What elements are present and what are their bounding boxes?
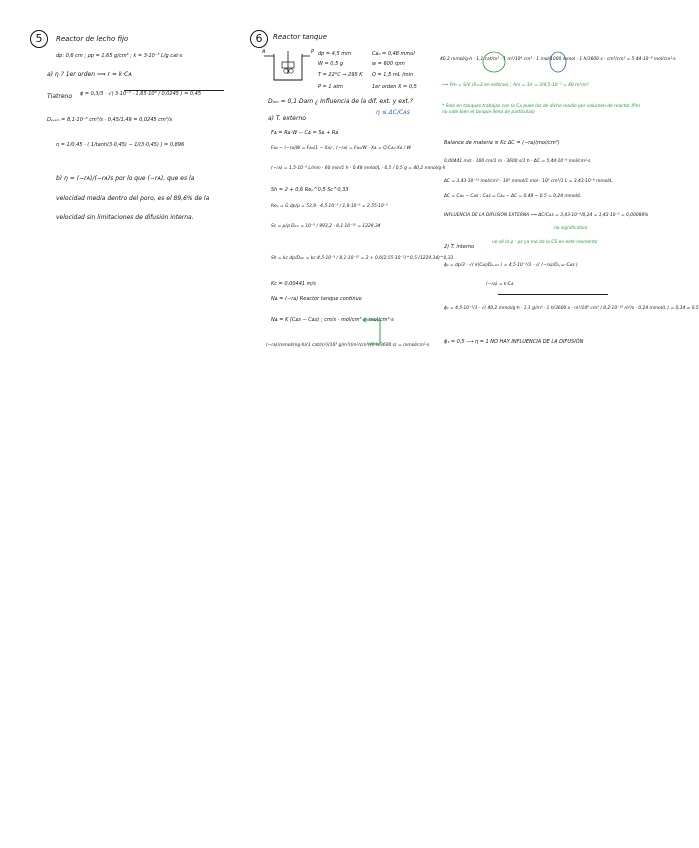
p6-balance-1: Fᴀ = Rᴀ·W − Cᴀ = Sᴀ + Rᴀ xyxy=(271,130,339,136)
stirred-tank-reactor-sketch xyxy=(262,50,314,86)
p6-sherwood-value: Sh = kc dp/Dₐₘ = kc·4,5·10⁻³ / 8,1·10⁻¹⁰ = 2 + 0,6(2,55·10⁻²)^0,5 (1229,34)^0,33 xyxy=(271,256,454,261)
p6-flux-statement: Nᴀ = (−rᴀ) Reactor tanque continuo xyxy=(271,296,362,302)
p6-unit-conversion: (−rᴀ)(mmol/mg·h)(1 cat/m²)(10³ g/m³)(m²/cm³)(1 h/3600 s) = mmol/cm²·s xyxy=(266,343,430,348)
p5-answer-b-line3: velocidad sin limitaciones de difusión interna. xyxy=(56,214,194,221)
p6-conclusion: ϕ₁ = 0,5 ⟶ η = 1 NO HAY INFLUENCIA DE LA DIFUSIÓN xyxy=(444,339,584,345)
p6-data-order: 1er orden X = 0,5 xyxy=(372,84,417,90)
p6-not-significant-note: no significativo xyxy=(554,226,588,231)
p5-thiele-label: Tiatreno xyxy=(47,93,72,100)
sketch-inlet-label: A xyxy=(262,49,266,55)
p6-data-ca0: Cᴀ₀ = 0,48 mmol xyxy=(372,51,415,57)
p6-cas-value: ΔC = Cᴀ₀ − Cᴀs ; Cᴀs = Cᴀ₀ − ΔC = 0,48 − 0,5 = 0,24 mmol/L xyxy=(444,194,581,199)
p6-kc-value: Kc = 0,00441 m/s xyxy=(271,281,316,287)
p6-data-q: Q = 1,5 mL /min xyxy=(372,72,414,78)
p6-thiele-internal: ϕ₁ = dp/3 · √( k(Cᴀ)/Dₑ,ₐₘ ) = 4,5·10⁻³/3 · √( (−rᴀ)/Dₑ,ₐₘ·Cᴀs ) xyxy=(444,263,578,268)
p6-reynolds: Reₚ = G dp/μ = 53,9 · 4,5·10⁻³ / 1,8·10⁻⁵ = 2,55·10⁻² xyxy=(271,204,388,209)
p6-delta-c-value: ΔC = 3,43·10⁻¹³ mol/cm³ · 10³ mmol/1 mol · 10³ cm³/1 L = 3,43·10⁻⁶ mmol/L xyxy=(444,179,613,184)
p6-green-note: * Solo en tanques trabajas con la Cᴀ pues las de dicho medio por volumen de reactor (Pm no vale bien el tanque lleno de partículas) xyxy=(442,104,640,116)
p5-sqrt-overline xyxy=(124,90,224,91)
p6-external-diffusion-result: INFLUENCIA DE LA DIFUSIÓN EXTERNA ⟹ ΔC/Cᴀs = 3,43·10⁻⁶/0,24 = 1,43·10⁻⁵ = 0,00088% xyxy=(444,213,649,218)
p6-delta-c-equation: 0,00441 m/s · 100 cm/1 m · 3600 s/1 h · ΔC = 5,44·10⁻⁸ mol/cm²·s xyxy=(444,159,591,164)
p6-part-a-title: a) T. externo xyxy=(268,115,306,122)
p6-flux-calculation: 40,2 mmol/g·h · 1,1 cat/m³ · 1 m³/10⁶ cm³ · 1 mol/1000 mmol · 1 h/3600 s · cm³/cm² = 5,44·10⁻⁸ mol/cm²·s xyxy=(440,57,676,62)
problem-5-number: 5 xyxy=(30,30,48,48)
p5-thiele-equation: ϕ = 0,3/3 · √( 3·10⁻³ · 1,65·10³ / 0,0245 ) = 0,45 xyxy=(80,91,202,97)
p6-data-dp: dp = 4,5 mm xyxy=(318,51,351,57)
p6-blue-criterion: η ≤ ΔC/Cᴀs xyxy=(376,109,410,116)
p5-effectiveness-factor: η = 1/0,45 · ( 1/tanh(3·0,45) − 1/(3·0,45) ) = 0,896 xyxy=(56,142,185,148)
sketch-outlet-label: P xyxy=(311,49,315,55)
p6-sqrt-overline xyxy=(498,294,608,295)
p5-effective-diffusivity: Dₑ,ₐₘ = 8,1·10⁻³ cm²/s · 0,45/1,49 = 0,0245 cm²/s xyxy=(47,117,173,123)
p6-sherwood-correlation: Sh = 2 + 0,6 Reₚ^0,5 Sc^0,33 xyxy=(271,187,349,193)
p6-mass-balance: Balance de materia ≡ Kc ΔC = (−rᴀ)(mol/cm²) xyxy=(444,140,560,146)
p6-rate-law: (−rᴀ) = k·Cᴀ xyxy=(486,282,514,287)
p6-question: Dₐₘ = 0,1 Dam ¿ Influencia de la dif. ext. y ext.? xyxy=(268,98,413,105)
green-circled-terms xyxy=(480,50,570,74)
p5-question-a: a) η ? 1er orden ⟹ r = k·Cᴀ xyxy=(47,71,132,78)
p6-flux-units: Nᴀ = K (Cᴀs − Cᴀs) ; cm/s · mol/cm³ = mol/cm²·s xyxy=(271,317,394,323)
p6-schmidt: Sc = μ/ρ Dₐₘ = 10⁻⁵ / 993,2 · 8,1·10⁻¹⁰ = 1229,34 xyxy=(271,224,381,229)
problem-6-title: Reactor tanque xyxy=(273,33,328,41)
p5-given-data: dp: 0,6 cm ; ρp = 1,65 g/cm³ ; k = 3·10⁻³ L/g cat·s xyxy=(56,53,183,59)
p6-balance-2: Fᴀ₀ − (−rᴀ)W = Fᴀ₀(1 − Xᴀ) ; (−rᴀ) = Fᴀ₀/W · Xᴀ = Q·Cᴀ₀·Xᴀ / W xyxy=(271,146,411,151)
p6-rate-value: (−rᴀ) = 1,5·10⁻³ L/min · 60 min/1 h · 0,48 mmol/L · 0,5 / 0,5 g = 40,2 mmol/g·h xyxy=(271,166,446,171)
p6-part-2-title: 2) T. interno xyxy=(444,244,475,250)
problem-6-number: 6 xyxy=(250,30,268,48)
p6-data-w: W = 0,5 g xyxy=(318,61,344,67)
p6-data-t: T = 22°C ⇒ 295 K xyxy=(318,72,363,78)
problem-5-title: Reactor de lecho fijo xyxy=(56,35,129,43)
p5-answer-b-line2: velocidad media dentro del poro, es el 89,6% de la xyxy=(56,195,210,202)
p6-thiele-value: ϕ₁ = 4,5·10⁻³/3 · √( 40,2 mmol/g·h · 1,1 g/m³ · 1 h/3600 s · m³/10⁶ cm³ / 8,2·10⁻¹⁰ m²/s · 0,24 mmol/L ) = 0,34 ≃ 0,5 xyxy=(444,306,699,311)
p6-green-comment: no sé la ρ · ρs ya me da la CS en este momento xyxy=(492,240,598,245)
p5-answer-b-line1: b) η = (−rᴀ)/(−rᴀ)s por lo que (−rᴀ), que es la xyxy=(56,175,195,182)
p6-data-p: P = 1 atm xyxy=(318,84,344,90)
p6-data-rpm: w = 600 rpm xyxy=(372,61,405,67)
green-arrow-connector xyxy=(362,316,384,348)
p6-area-per-volume: ⟹ Pm = S/V (S=3 en esferas) ; Am = 3/r = 3/4,5·10⁻³ = 40 m²/m³ xyxy=(442,83,589,88)
